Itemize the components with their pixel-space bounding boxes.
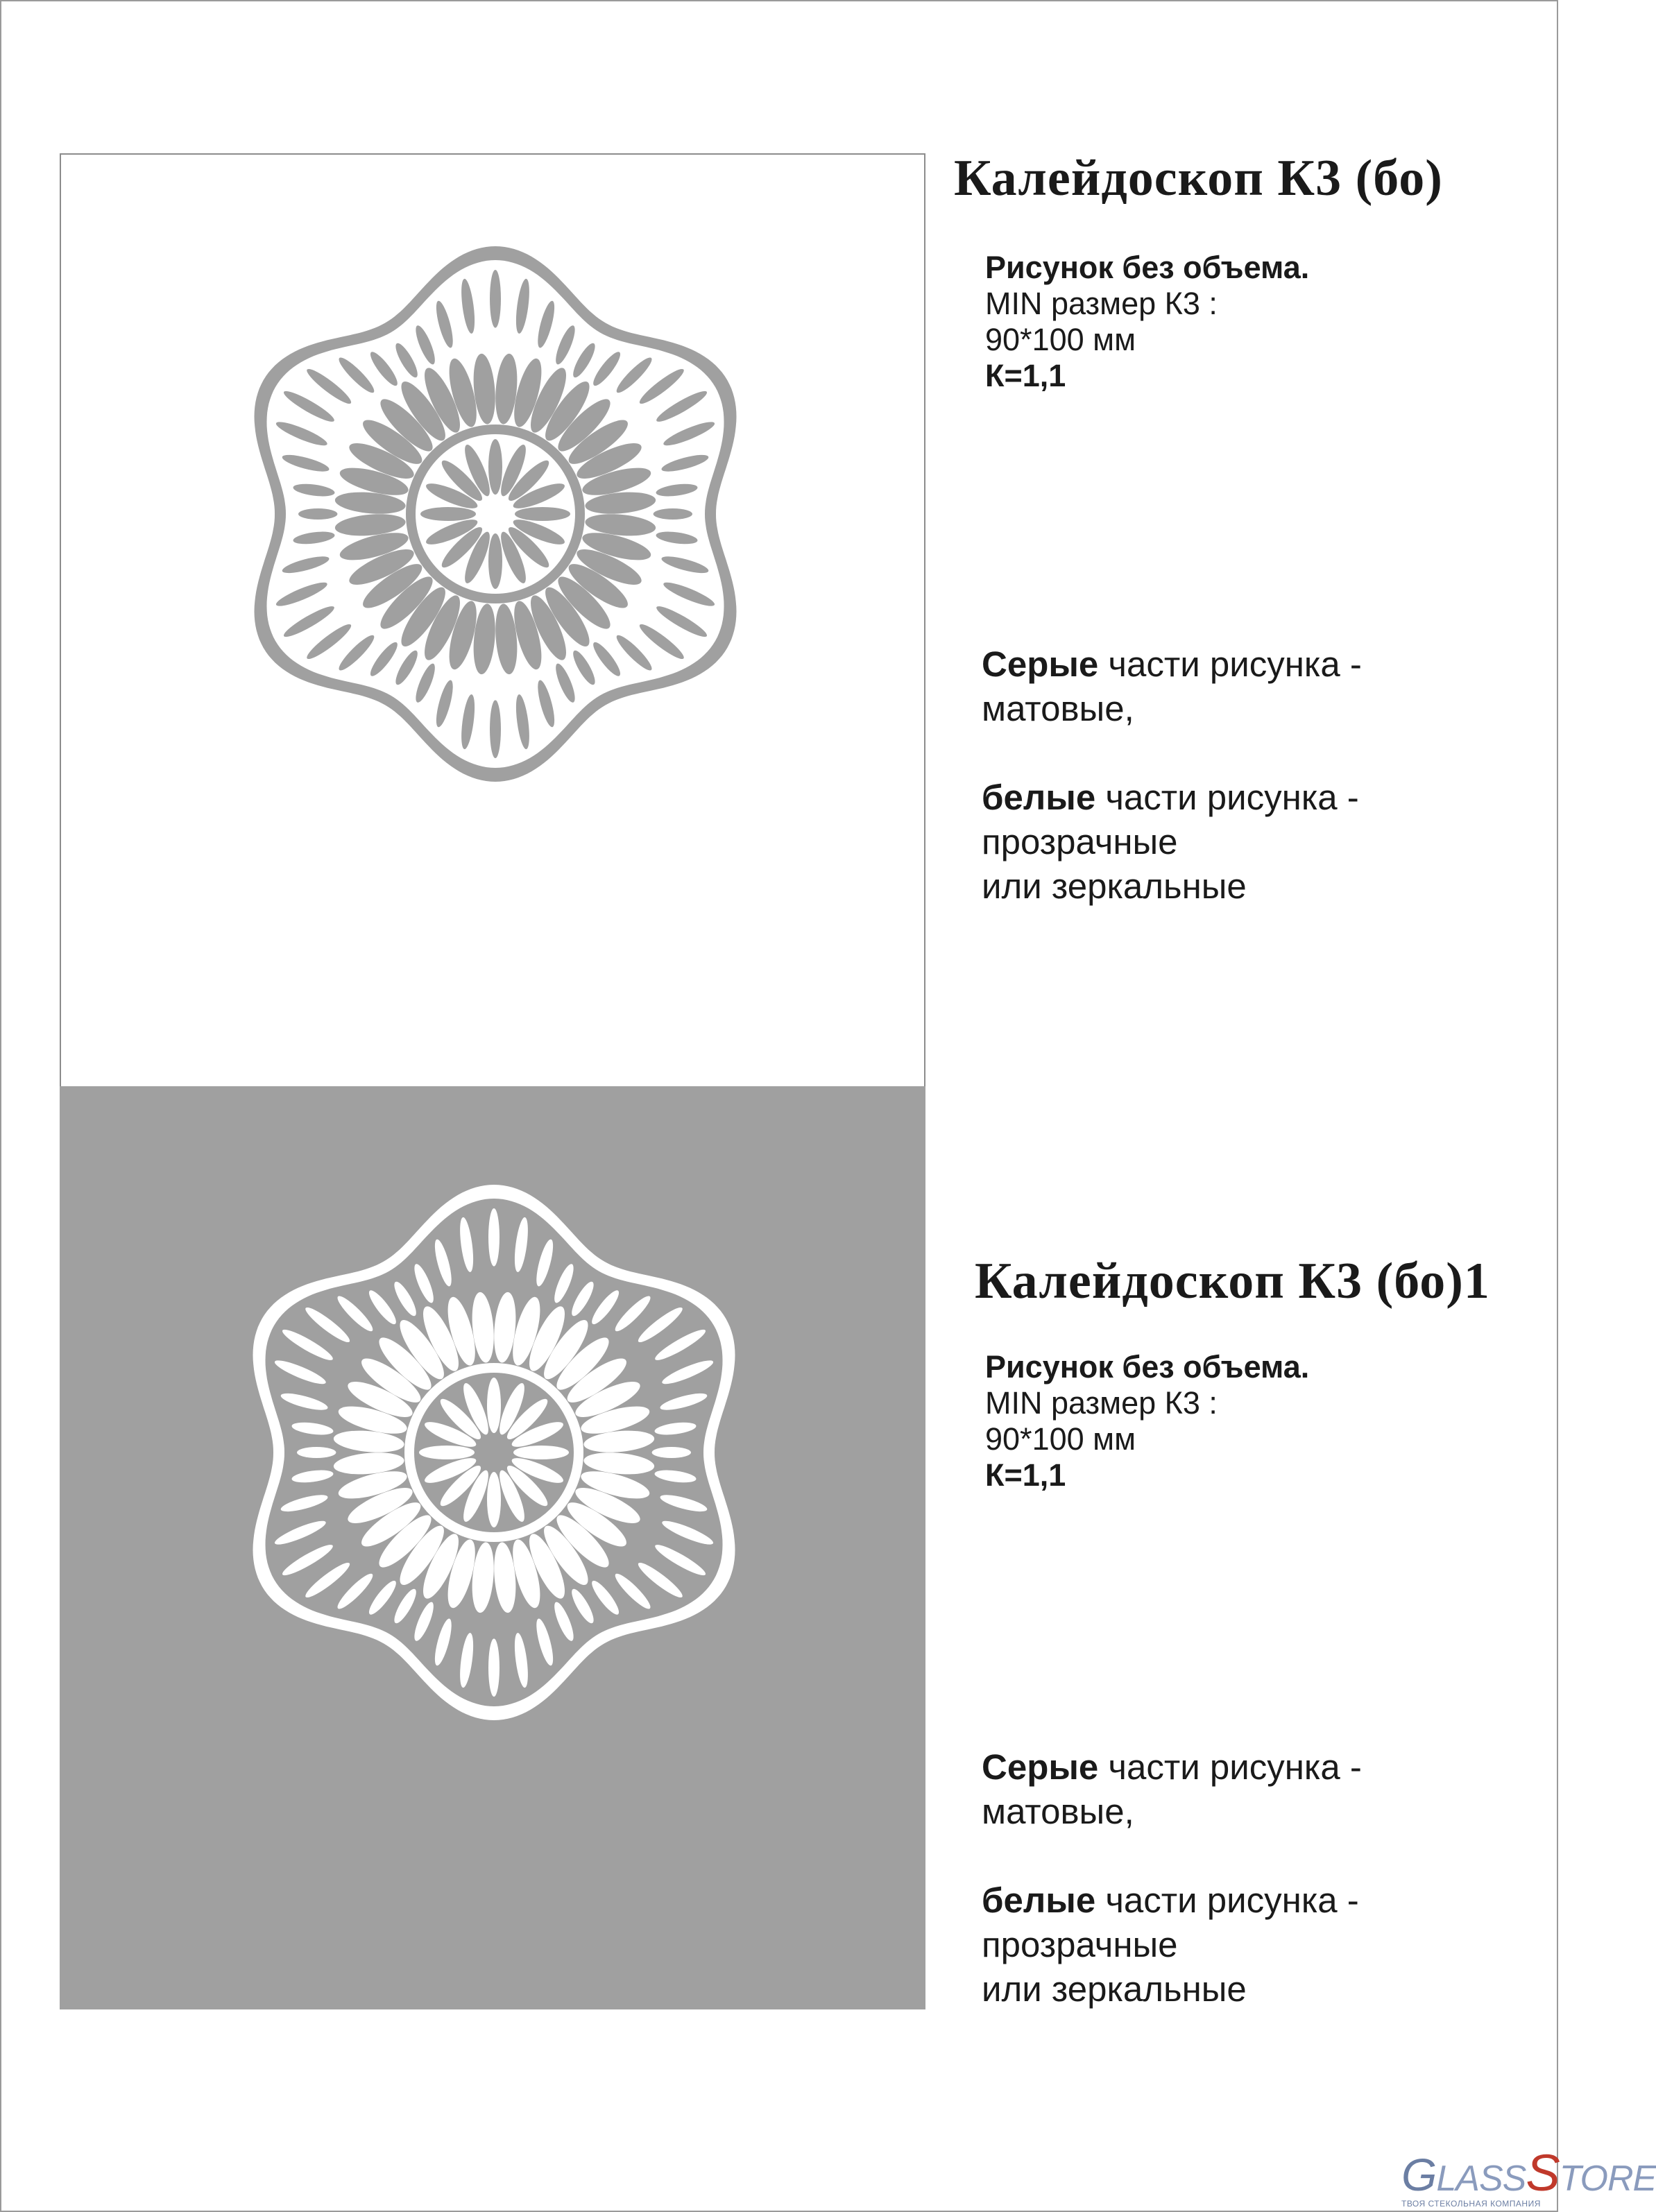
outer-ray: [488, 1208, 500, 1267]
legend-white-meaning-alt: или зеркальные: [982, 866, 1247, 906]
outer-ray: [490, 270, 501, 328]
kaleidoscope-ornament-inverted: [60, 1086, 925, 2009]
legend-gray-rest: части рисунка -: [1098, 644, 1362, 684]
legend-white-line: [982, 1878, 1362, 1923]
spec-dimensions: 90*100 мм: [985, 1421, 1136, 1457]
legend-white-rest: части рисунка -: [1095, 1880, 1359, 1920]
spec-block-2: [985, 1349, 1309, 1493]
section-title: Калейдоскоп К3 (бо): [954, 150, 1443, 207]
spec-no-volume: Рисунок без объема.: [985, 250, 1310, 285]
legend-gray-word: Серые: [982, 644, 1099, 684]
ornament-panel-matte: [60, 153, 925, 1086]
section-title-2: Калейдоскоп К3 (бо)1: [975, 1253, 1490, 1310]
rosette-center: [484, 1443, 504, 1462]
legend-white-rest: части рисунка -: [1095, 778, 1359, 817]
ornament-panel-inverted: [60, 1086, 925, 2009]
rosette-petal: [420, 507, 476, 521]
legend-gray-meaning: матовые,: [982, 689, 1134, 728]
outer-ray: [488, 1638, 500, 1697]
outer-ray: [490, 700, 501, 758]
legend-gray-meaning: матовые,: [982, 1792, 1134, 1831]
spec-no-volume: Рисунок без объема.: [985, 1349, 1310, 1384]
legend-gray-line: [982, 1745, 1362, 1790]
outer-ray: [654, 508, 692, 520]
rosette-petal: [487, 1472, 501, 1527]
spec-min-size: MIN размер К3 :: [985, 1385, 1218, 1421]
outer-ray: [297, 1447, 336, 1458]
legend-white-meaning: прозрачные: [982, 1925, 1178, 1964]
rosette-petal: [515, 507, 570, 521]
color-legend: [982, 642, 1362, 909]
spec-coefficient: К=1,1: [985, 358, 1066, 393]
outer-ray: [652, 1447, 691, 1458]
spec-dimensions: 90*100 мм: [985, 322, 1136, 357]
logo-wordmark: GLASSSTORE: [1401, 2144, 1656, 2202]
logo-tagline: ТВОЯ СТЕКОЛЬНАЯ КОМПАНИЯ: [1401, 2199, 1541, 2209]
legend-white-word: белые: [982, 1880, 1096, 1920]
glass-store-logo: [1401, 2143, 1656, 2209]
rosette-petal: [487, 1378, 501, 1433]
rosette-petal: [488, 439, 502, 495]
legend-white-meaning: прозрачные: [982, 822, 1178, 861]
legend-gray-rest: части рисунка -: [1098, 1747, 1362, 1787]
legend-white-line: [982, 775, 1362, 820]
kaleidoscope-ornament: [61, 155, 927, 1088]
rosette-petal: [419, 1446, 475, 1459]
legend-gray-word: Серые: [982, 1747, 1099, 1787]
rosette-center: [486, 504, 505, 524]
rosette-petal: [513, 1446, 569, 1459]
spec-min-size: MIN размер К3 :: [985, 286, 1218, 321]
legend-white-word: белые: [982, 778, 1096, 817]
legend-white-meaning-alt: или зеркальные: [982, 1969, 1247, 2009]
legend-gray-line: [982, 642, 1362, 687]
spec-coefficient: К=1,1: [985, 1457, 1066, 1493]
rosette-petal: [488, 533, 502, 589]
outer-ray: [298, 508, 337, 520]
color-legend-2: [982, 1745, 1362, 2012]
spec-block: [985, 250, 1309, 394]
